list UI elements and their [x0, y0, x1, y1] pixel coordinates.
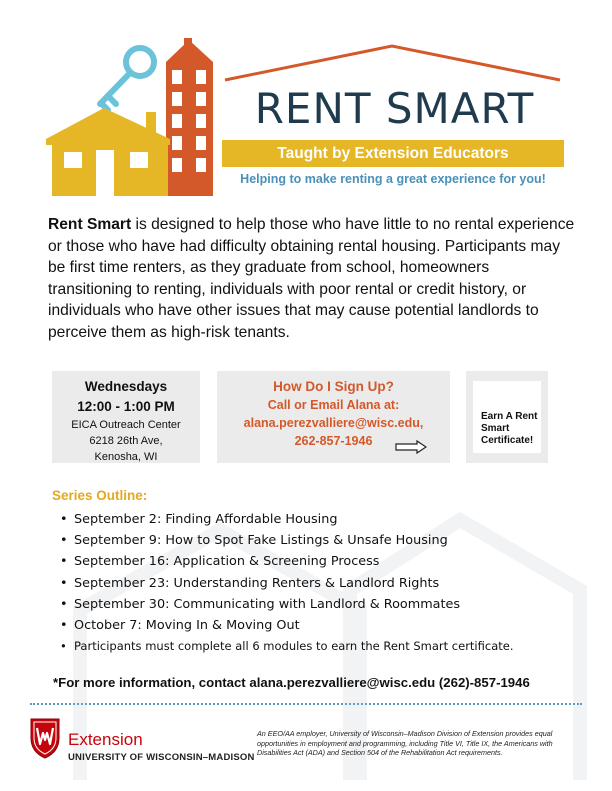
outline-item-text: September 2: Finding Affordable Housing — [74, 512, 338, 527]
outline-item-text: Participants must complete all 6 modules to earn the Rent Smart certificate. — [74, 639, 514, 654]
signup-box — [217, 371, 450, 463]
list-item: • Participants must complete all 6 modules to earn the Rent Smart certificate. — [60, 639, 514, 654]
certificate-line-3: Certificate! — [481, 435, 534, 446]
certificate-box — [466, 371, 548, 463]
signup-phone[interactable]: 262-857-1946 — [294, 434, 373, 448]
intro-paragraph — [48, 214, 576, 343]
list-item: • September 30: Communicating with Landlord & Roommates — [60, 596, 461, 612]
intro-body: is designed to help those who have little to no rental experience or those who have had difficulty obtaining rental housing. Participants may be first time renters, as they graduate from school, homeowners transitioning to renting, individuals with poor rental or credit history, or individuals who have other issues that may cause potential landlords to perceive them as high-risk tenants. — [48, 216, 575, 341]
location-city: Kenosha, WI — [94, 451, 158, 463]
tagline: Helping to make renting a great experience for you! — [240, 172, 546, 186]
series-outline-list — [60, 509, 513, 657]
outline-item-text: September 9: How to Spot Fake Listings & Unsafe Housing — [74, 533, 448, 549]
schedule-location — [52, 417, 200, 465]
certificate-text — [481, 411, 538, 447]
certificate-card — [473, 381, 541, 453]
outline-item-text: September 23: Understanding Renters & Landlord Rights — [74, 575, 440, 591]
certificate-line-2: Smart — [481, 423, 510, 434]
uw-crest-icon — [28, 716, 62, 760]
arrow-right-icon — [395, 440, 427, 454]
location-address: 6218 26th Ave, — [89, 435, 163, 447]
eeo-statement: An EEO/AA employer, University of Wisconsin–Madison Division of Extension provides equal opportunities in employment and programming, including Title VI, Title IX, the Americans with Disabilities Act (ADA) and Section 504 of the Rehabilitation Act requirements. — [257, 729, 553, 757]
signup-instruction: Call or Email Alana at: — [267, 398, 400, 412]
dotted-divider — [30, 703, 582, 705]
list-item: • October 7: Moving In & Moving Out — [60, 617, 300, 633]
outline-item-text: September 30: Communicating with Landlord & Roommates — [74, 596, 461, 612]
list-item: • September 23: Understanding Renters & Landlord Rights — [60, 575, 440, 591]
schedule-day: Wednesdays — [84, 379, 168, 394]
outline-item-text: October 7: Moving In & Moving Out — [74, 617, 300, 633]
tower-building-icon — [166, 38, 213, 196]
list-item: • September 16: Application & Screening Process — [60, 554, 380, 570]
list-item: • September 2: Finding Affordable Housing — [60, 512, 338, 527]
page-title: RENT SMART — [254, 84, 535, 133]
signup-question: How Do I Sign Up? — [273, 379, 394, 394]
schedule-time: 12:00 - 1:00 PM — [77, 399, 175, 414]
signup-email-link[interactable]: alana.perezvalliere@wisc.edu, — [243, 416, 424, 430]
intro-lead: Rent Smart — [48, 216, 132, 233]
educators-banner: Taught by Extension Educators — [222, 140, 564, 167]
schedule-box — [52, 371, 200, 463]
extension-wordmark: Extension — [68, 730, 143, 749]
house-icon — [46, 108, 170, 196]
location-name: EICA Outreach Center — [71, 419, 181, 431]
key-icon — [100, 48, 154, 110]
list-item: • September 9: How to Spot Fake Listings & Unsafe Housing — [60, 533, 448, 549]
university-wordmark: UNIVERSITY OF WISCONSIN–MADISON — [68, 752, 255, 763]
series-outline-title: Series Outline: — [52, 488, 148, 503]
outline-item-text: September 16: Application & Screening Process — [74, 554, 380, 570]
certificate-line-1: Earn A Rent — [481, 411, 538, 422]
more-info-contact: *For more information, contact alana.perezvalliere@wisc.edu (262)-857-1946 — [53, 675, 530, 690]
